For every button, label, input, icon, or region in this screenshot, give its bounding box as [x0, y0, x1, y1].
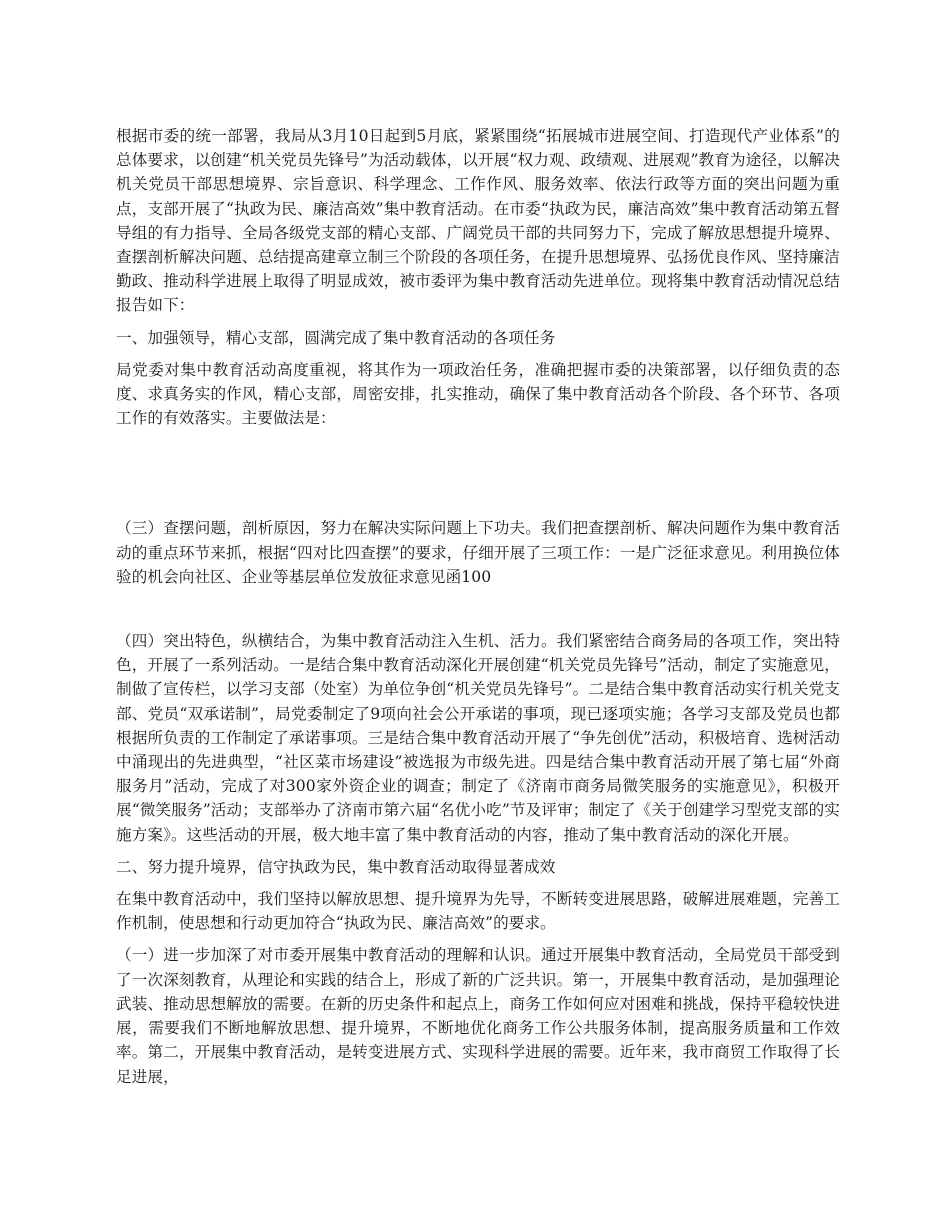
spacer: [116, 350, 840, 358]
subsection-4-paragraph: （四）突出特色，纵横结合，为集中教育活动注入生机、活力。我们紧密结合商务局的各项工作，突出特色，开展了一系列活动。一是结合集中教育活动深化开展创建“机关党员先锋号”活动，制定了实施意见，制做了宣传栏，以学习支部（处室）为单位争创“机关党员先锋号”。二是结合集中教育活动实行机关党支部、党员“双承诺制”，局党委制定了9项向社会公开承诺的事项，现已逐项实施；各学习支部及党员也都根据所负责的工作制定了承诺事项。三是结合集中教育活动开展了“争先创优”活动，积极培育、选树活动中涌现出的先进典型，“社区菜市场建设”被选报为市级先进。四是结合集中教育活动开展了第七届“外商服务月”活动，完成了对300家外资企业的调查；制定了《济南市商务局微笑服务的实施意见》，积极开展“微笑服务”活动；支部举办了济南市第六届“名优小吃”节及评审；制定了《关于创建学习型党支部的实施方案》。这些活动的开展，极大地丰富了集中教育活动的内容，推动了集中教育活动的深化开展。: [116, 632, 840, 844]
section-2-paragraph: 在集中教育活动中，我们坚持以解放思想、提升境界为先导，不断转变进展思路，破解进展难题，完善工作机制，使思想和行动更加符合“执政为民、廉洁高效”的要求。: [116, 890, 840, 933]
subsection-3-paragraph: （三）查摆问题，剖析原因，努力在解决实际问题上下功夫。我们把查摆剖析、解决问题作为集中教育活动的重点环节来抓，根据“四对比四查摆”的要求，仔细开展了三项工作：一是广泛征求意见。利用换位体验的机会向社区、企业等基层单位发放征求意见函100: [116, 519, 840, 586]
spacer: [116, 935, 840, 943]
subsection-1-paragraph: （一）进一步加深了对市委开展集中教育活动的理解和认识。通过开展集中教育活动，全局党员干部受到了一次深刻教育，从理论和实践的结合上，形成了新的广泛共识。第一，开展集中教育活动，是加强理论武装、推动思想解放的需要。在新的历史条件和起点上，商务工作如何应对困难和挑战，保持平稳较快进展，需要我们不断地解放思想、提升境界，不断地优化商务工作公共服务体制，提高服务质量和工作效率。第二，开展集中教育活动，是转变进展方式、实现科学进展的需要。近年来，我市商贸工作取得了长足进展，: [116, 946, 840, 1086]
spacer: [116, 879, 840, 887]
section-heading-1: 一、加强领导，精心支部，圆满完成了集中教育活动的各项任务: [116, 328, 556, 347]
intro-paragraph: 根据市委的统一部署，我局从3月10日起到5月底，紧紧围绕“拓展城市进展空间、打造现代产业体系”的总体要求，以创建“机关党员先锋号”为活动载体，以开展“权力观、政绩观、进展观”教育为途径，以解决机关党员干部思想境界、宗旨意识、科学理念、工作作风、服务效率、依法行政等方面的突出问题为重点，支部开展了“执政为民、廉洁高效”集中教育活动。在市委“执政为民，廉洁高效”集中教育活动第五督导组的有力指导、全局各级党支部的精心支部、广阔党员干部的共同努力下，完成了解放思想提升境界、查摆剖析解决问题、总结提高建章立制三个阶段的各项任务，在提升思想境界、弘扬优良作风、坚持廉洁勤政、推动科学进展上取得了明显成效，被市委评为集中教育活动先进单位。现将集中教育活动情况总结报告如下：: [116, 127, 840, 315]
spacer: [116, 847, 840, 855]
spacer: [116, 318, 840, 326]
spacer: [116, 430, 840, 516]
section-heading-2: 二、努力提升境界，信守执政为民，集中教育活动取得显著成效: [116, 857, 556, 876]
spacer: [116, 589, 840, 629]
section-1-paragraph: 局党委对集中教育活动高度重视，将其作为一项政治任务，准确把握市委的决策部署，以仔细负责的态度、求真务实的作风，精心支部，周密安排，扎实推动，确保了集中教育活动各个阶段、各个环节、各项工作的有效落实。主要做法是：: [116, 360, 840, 428]
document-body: [116, 124, 840, 1089]
